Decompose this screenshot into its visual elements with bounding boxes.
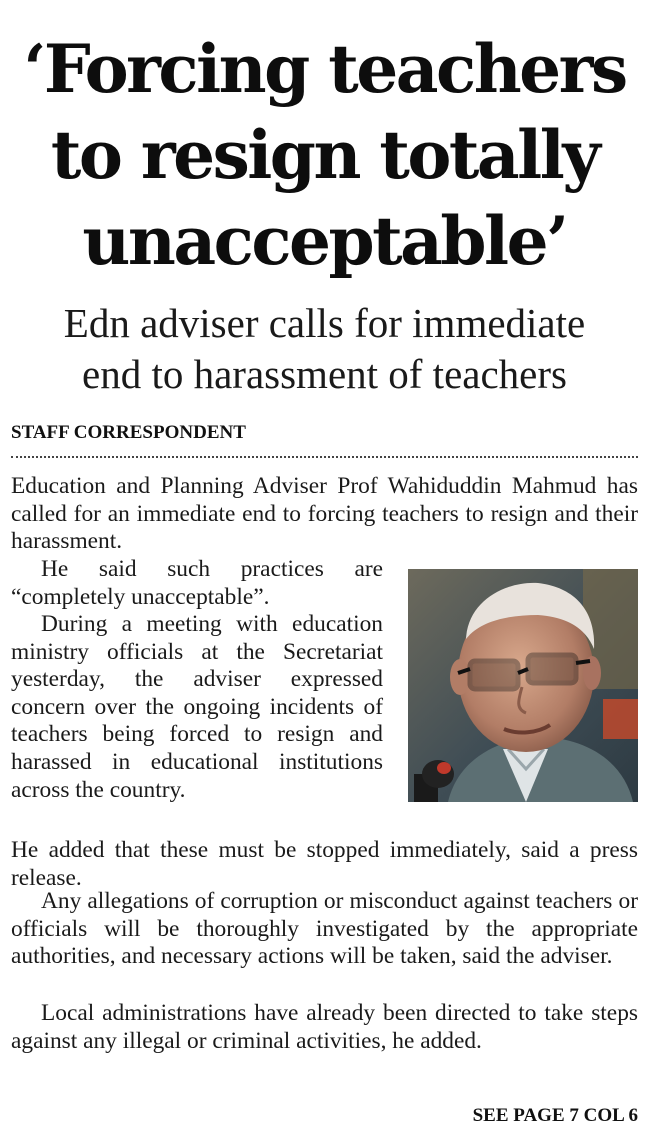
subheadline-line-1: Edn adviser calls for immediate (63, 300, 586, 346)
paragraph-5: Local administrations have already been directed to take steps against any illegal or criminal activities, he added. (11, 1000, 638, 1054)
byline-divider (11, 456, 638, 458)
paragraph-1: Education and Planning Adviser Prof Wahiduddin Mahmud has called for an immediate end to forcing teachers to resign and their harassment. (11, 473, 638, 555)
paragraph-3-part-2: He added that these must be stopped immediately, said a press release. (11, 837, 638, 891)
subheadline (0, 298, 649, 400)
subheadline-line-2: end to harassment of teachers (82, 351, 567, 397)
paragraph-4: Any allegations of corruption or misconduct against teachers or officials will be thoroughly investigated by the appropriate authorities, and necessary actions will be taken, said the adviser. (11, 888, 638, 970)
headline-line-3: unacceptable’ (82, 202, 567, 280)
paragraph-2: He said such practices are “completely unacceptable”. (11, 556, 383, 610)
continuation-note: SEE PAGE 7 COL 6 (472, 1105, 638, 1126)
paragraph-3-part-1: During a meeting with education ministry officials at the Secretariat yesterday, the adviser expressed concern over the ongoing incidents of teachers being forced to resign and harassed in educational institutions across the country. (11, 611, 383, 803)
headline-line-1: ‘Forcing teachers (23, 30, 626, 108)
headline-line-2: to resign totally (50, 116, 599, 194)
adviser-portrait-photo (408, 569, 638, 802)
byline: STAFF CORRESPONDENT (11, 422, 246, 443)
headline (0, 26, 649, 284)
